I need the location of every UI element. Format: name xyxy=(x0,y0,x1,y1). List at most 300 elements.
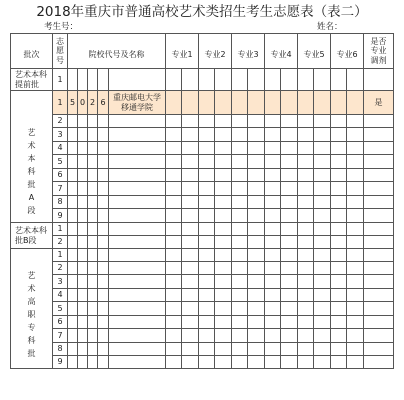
major-6-name-cell xyxy=(347,91,364,115)
school-code-digit xyxy=(98,155,109,169)
major-3-name-cell xyxy=(248,91,265,115)
major-4-name-cell xyxy=(281,356,298,369)
major-3-name-cell xyxy=(248,209,265,223)
major-2-name-cell xyxy=(215,196,232,209)
major-6-code-cell xyxy=(331,69,347,91)
school-code-digit xyxy=(98,169,109,182)
major-2-code-cell xyxy=(199,169,215,182)
school-name-cell xyxy=(109,115,166,128)
major-6-code-cell xyxy=(331,275,347,289)
table-row xyxy=(11,169,394,182)
table-row xyxy=(11,142,394,155)
school-code-digit xyxy=(78,275,88,289)
table-row xyxy=(11,302,394,316)
major-4-name-cell xyxy=(281,128,298,142)
major-4-code-cell xyxy=(265,91,281,115)
major-1-code-cell xyxy=(166,275,182,289)
school-name-cell xyxy=(109,262,166,275)
school-code-digit: 2 xyxy=(88,91,98,115)
choice-number: 2 xyxy=(53,115,68,128)
major-4-code-cell xyxy=(265,69,281,91)
major-5-name-cell xyxy=(314,262,331,275)
header-batch: 批次 xyxy=(11,34,53,69)
major-3-name-cell xyxy=(248,155,265,169)
major-5-name-cell xyxy=(314,196,331,209)
major-6-name-cell xyxy=(347,196,364,209)
school-code-digit xyxy=(68,115,78,128)
school-code-digit xyxy=(98,249,109,262)
major-2-code-cell xyxy=(199,223,215,236)
major-1-name-cell xyxy=(182,169,199,182)
major-6-name-cell xyxy=(347,275,364,289)
school-code-digit xyxy=(88,209,98,223)
major-2-code-cell xyxy=(199,343,215,356)
major-4-name-cell xyxy=(281,343,298,356)
major-1-name-cell xyxy=(182,128,199,142)
major-4-name-cell xyxy=(281,329,298,343)
header-major-6: 专业6 xyxy=(331,34,364,69)
choice-number: 6 xyxy=(53,169,68,182)
choice-number: 5 xyxy=(53,302,68,316)
major-3-code-cell xyxy=(232,169,248,182)
header-adjust xyxy=(364,34,394,69)
major-4-code-cell xyxy=(265,249,281,262)
school-code-digit xyxy=(78,209,88,223)
school-code-digit xyxy=(98,289,109,302)
major-6-name-cell xyxy=(347,316,364,329)
major-5-name-cell xyxy=(314,209,331,223)
major-2-name-cell xyxy=(215,128,232,142)
major-5-code-cell xyxy=(298,316,314,329)
major-adjust-cell xyxy=(364,356,394,369)
major-5-name-cell xyxy=(314,223,331,236)
major-2-name-cell xyxy=(215,329,232,343)
major-1-name-cell xyxy=(182,289,199,302)
school-name-cell xyxy=(109,155,166,169)
major-4-name-cell xyxy=(281,209,298,223)
major-3-name-cell xyxy=(248,128,265,142)
major-5-code-cell xyxy=(298,262,314,275)
major-3-name-cell xyxy=(248,142,265,155)
major-2-name-cell xyxy=(215,262,232,275)
major-5-code-cell xyxy=(298,182,314,196)
header-major-4: 专业4 xyxy=(265,34,298,69)
major-4-name-cell xyxy=(281,223,298,236)
major-3-code-cell xyxy=(232,91,248,115)
major-4-code-cell xyxy=(265,142,281,155)
major-1-name-cell xyxy=(182,142,199,155)
school-name-cell xyxy=(109,223,166,236)
school-code-digit xyxy=(98,128,109,142)
major-6-code-cell xyxy=(331,115,347,128)
school-code-digit xyxy=(98,316,109,329)
major-2-name-cell xyxy=(215,356,232,369)
major-6-code-cell xyxy=(331,128,347,142)
major-5-code-cell xyxy=(298,249,314,262)
major-adjust-cell xyxy=(364,142,394,155)
school-code-digit xyxy=(78,142,88,155)
major-adjust-cell xyxy=(364,115,394,128)
major-6-name-cell xyxy=(347,329,364,343)
major-6-name-cell xyxy=(347,155,364,169)
school-name-cell xyxy=(109,316,166,329)
school-code-digit: 0 xyxy=(78,91,88,115)
table-row xyxy=(11,356,394,369)
major-6-code-cell xyxy=(331,155,347,169)
major-5-code-cell xyxy=(298,302,314,316)
major-1-name-cell xyxy=(182,196,199,209)
major-1-code-cell xyxy=(166,289,182,302)
table-row xyxy=(11,196,394,209)
major-3-code-cell xyxy=(232,69,248,91)
major-4-name-cell xyxy=(281,236,298,249)
major-1-name-cell xyxy=(182,223,199,236)
header-choice-number xyxy=(53,34,68,69)
school-code-digit xyxy=(78,182,88,196)
table-row xyxy=(11,209,394,223)
school-name-cell xyxy=(109,128,166,142)
school-code-digit xyxy=(68,128,78,142)
major-adjust-cell xyxy=(364,169,394,182)
school-code-digit xyxy=(98,69,109,91)
major-4-code-cell xyxy=(265,343,281,356)
major-4-name-cell xyxy=(281,196,298,209)
major-1-code-cell xyxy=(166,69,182,91)
school-code-digit: 6 xyxy=(98,91,109,115)
major-5-name-cell xyxy=(314,115,331,128)
choice-number: 1 xyxy=(53,69,68,91)
major-4-code-cell xyxy=(265,196,281,209)
major-1-code-cell xyxy=(166,329,182,343)
major-3-name-cell xyxy=(248,275,265,289)
table-row xyxy=(11,182,394,196)
major-2-name-cell xyxy=(215,155,232,169)
school-code-digit xyxy=(78,249,88,262)
table-row xyxy=(11,275,394,289)
major-2-code-cell xyxy=(199,236,215,249)
major-5-code-cell xyxy=(298,69,314,91)
school-code-digit xyxy=(68,69,78,91)
school-code-digit xyxy=(88,196,98,209)
school-code-digit xyxy=(88,115,98,128)
major-2-name-cell xyxy=(215,182,232,196)
major-4-name-cell xyxy=(281,182,298,196)
major-1-name-cell xyxy=(182,262,199,275)
major-3-code-cell xyxy=(232,329,248,343)
school-name-cell xyxy=(109,302,166,316)
table-row xyxy=(11,249,394,262)
major-6-name-cell xyxy=(347,262,364,275)
major-1-code-cell xyxy=(166,356,182,369)
major-2-code-cell xyxy=(199,249,215,262)
major-adjust-cell xyxy=(364,236,394,249)
header-adjust-text: 是否专业调剂 xyxy=(370,36,387,65)
major-5-name-cell xyxy=(314,302,331,316)
major-4-name-cell xyxy=(281,115,298,128)
major-1-name-cell xyxy=(182,115,199,128)
major-1-code-cell xyxy=(166,316,182,329)
application-form-table xyxy=(10,33,394,369)
major-2-code-cell xyxy=(199,155,215,169)
major-2-code-cell xyxy=(199,356,215,369)
major-2-code-cell xyxy=(199,128,215,142)
school-code-digit xyxy=(88,169,98,182)
major-3-code-cell xyxy=(232,356,248,369)
major-2-name-cell xyxy=(215,343,232,356)
major-2-code-cell xyxy=(199,91,215,115)
major-adjust-cell xyxy=(364,262,394,275)
choice-number: 2 xyxy=(53,236,68,249)
major-6-code-cell xyxy=(331,356,347,369)
school-code-digit xyxy=(88,236,98,249)
school-code-digit xyxy=(98,196,109,209)
major-2-code-cell xyxy=(199,196,215,209)
major-6-name-cell xyxy=(347,343,364,356)
major-4-name-cell xyxy=(281,275,298,289)
school-code-digit xyxy=(68,155,78,169)
major-1-name-cell xyxy=(182,356,199,369)
school-name-cell xyxy=(109,343,166,356)
school-code-digit xyxy=(98,343,109,356)
major-adjust-cell xyxy=(364,128,394,142)
school-code-digit xyxy=(78,262,88,275)
school-name-cell xyxy=(109,329,166,343)
major-4-code-cell xyxy=(265,275,281,289)
table-row xyxy=(11,289,394,302)
major-4-name-cell xyxy=(281,155,298,169)
major-2-name-cell xyxy=(215,142,232,155)
major-6-code-cell xyxy=(331,329,347,343)
school-code-digit xyxy=(88,343,98,356)
school-code-digit xyxy=(68,142,78,155)
school-code-digit xyxy=(88,316,98,329)
school-code-digit xyxy=(88,155,98,169)
header-major-3: 专业3 xyxy=(232,34,265,69)
major-6-name-cell xyxy=(347,249,364,262)
major-4-name-cell xyxy=(281,262,298,275)
major-4-name-cell xyxy=(281,289,298,302)
major-1-code-cell xyxy=(166,249,182,262)
major-1-code-cell xyxy=(166,236,182,249)
table-row xyxy=(11,223,394,236)
major-2-code-cell xyxy=(199,142,215,155)
major-3-code-cell xyxy=(232,209,248,223)
school-code-digit xyxy=(88,182,98,196)
school-code-digit xyxy=(68,209,78,223)
school-code-digit xyxy=(98,356,109,369)
major-1-name-cell xyxy=(182,249,199,262)
school-code-digit xyxy=(78,316,88,329)
major-6-code-cell xyxy=(331,343,347,356)
school-name-cell xyxy=(109,91,166,115)
school-code-digit xyxy=(68,182,78,196)
school-code-digit xyxy=(98,209,109,223)
major-3-code-cell xyxy=(232,302,248,316)
major-4-name-cell xyxy=(281,69,298,91)
school-code-digit xyxy=(68,316,78,329)
major-3-name-cell xyxy=(248,316,265,329)
major-6-code-cell xyxy=(331,262,347,275)
major-4-code-cell xyxy=(265,209,281,223)
major-3-name-cell xyxy=(248,169,265,182)
school-name-cell xyxy=(109,182,166,196)
choice-number: 8 xyxy=(53,343,68,356)
school-name-cell xyxy=(109,69,166,91)
major-3-name-cell xyxy=(248,343,265,356)
major-6-name-cell xyxy=(347,223,364,236)
major-2-name-cell xyxy=(215,169,232,182)
header-major-5: 专业5 xyxy=(298,34,331,69)
school-code-digit xyxy=(98,223,109,236)
school-name-cell xyxy=(109,236,166,249)
major-adjust-cell xyxy=(364,249,394,262)
school-code-digit xyxy=(88,128,98,142)
major-1-name-cell xyxy=(182,329,199,343)
major-2-code-cell xyxy=(199,289,215,302)
school-code-digit xyxy=(88,142,98,155)
major-2-name-cell xyxy=(215,316,232,329)
major-adjust-cell xyxy=(364,69,394,91)
major-3-code-cell xyxy=(232,249,248,262)
major-1-code-cell xyxy=(166,343,182,356)
school-code-digit xyxy=(68,196,78,209)
major-4-code-cell xyxy=(265,236,281,249)
major-3-code-cell xyxy=(232,196,248,209)
major-3-code-cell xyxy=(232,142,248,155)
major-1-name-cell xyxy=(182,275,199,289)
major-5-code-cell xyxy=(298,289,314,302)
major-3-name-cell xyxy=(248,236,265,249)
major-1-name-cell xyxy=(182,69,199,91)
batch-label-cell xyxy=(11,91,53,223)
batch-label: 艺术高职专科批 xyxy=(27,271,36,358)
major-4-code-cell xyxy=(265,289,281,302)
school-code-digit xyxy=(88,69,98,91)
major-adjust-cell xyxy=(364,182,394,196)
school-code-digit xyxy=(68,356,78,369)
table-row xyxy=(11,316,394,329)
header-row xyxy=(11,34,394,69)
school-code-digit xyxy=(78,69,88,91)
choice-number: 4 xyxy=(53,142,68,155)
major-adjust-cell xyxy=(364,302,394,316)
school-code-digit xyxy=(88,329,98,343)
major-3-code-cell xyxy=(232,155,248,169)
major-1-code-cell xyxy=(166,142,182,155)
choice-number: 1 xyxy=(53,249,68,262)
choice-number: 5 xyxy=(53,155,68,169)
batch-label: 艺术本科批B段 xyxy=(15,225,47,245)
school-code-digit xyxy=(98,236,109,249)
table-row xyxy=(11,91,394,115)
major-5-name-cell xyxy=(314,236,331,249)
major-1-code-cell xyxy=(166,115,182,128)
major-5-name-cell xyxy=(314,142,331,155)
student-name-label: 姓名： xyxy=(317,22,343,32)
major-4-name-cell xyxy=(281,142,298,155)
major-4-code-cell xyxy=(265,169,281,182)
major-4-name-cell xyxy=(281,169,298,182)
school-code-digit xyxy=(78,343,88,356)
major-1-code-cell xyxy=(166,182,182,196)
major-6-code-cell xyxy=(331,196,347,209)
choice-number: 1 xyxy=(53,223,68,236)
major-3-name-cell xyxy=(248,249,265,262)
major-3-name-cell xyxy=(248,289,265,302)
table-row xyxy=(11,115,394,128)
major-5-name-cell xyxy=(314,356,331,369)
major-6-code-cell xyxy=(331,289,347,302)
school-code-digit xyxy=(88,275,98,289)
major-5-code-cell xyxy=(298,142,314,155)
choice-number: 9 xyxy=(53,356,68,369)
major-2-code-cell xyxy=(199,209,215,223)
choice-number: 6 xyxy=(53,316,68,329)
major-1-name-cell xyxy=(182,316,199,329)
batch-label: 艺术本科提前批 xyxy=(15,69,47,89)
major-2-code-cell xyxy=(199,302,215,316)
school-name-cell xyxy=(109,275,166,289)
school-code-digit xyxy=(98,182,109,196)
major-2-name-cell xyxy=(215,223,232,236)
major-1-name-cell xyxy=(182,209,199,223)
major-6-name-cell xyxy=(347,182,364,196)
major-5-code-cell xyxy=(298,356,314,369)
major-4-name-cell xyxy=(281,316,298,329)
major-5-code-cell xyxy=(298,196,314,209)
major-5-name-cell xyxy=(314,169,331,182)
school-name-cell xyxy=(109,169,166,182)
school-code-digit xyxy=(78,196,88,209)
major-adjust-cell xyxy=(364,155,394,169)
major-1-name-cell xyxy=(182,155,199,169)
major-2-code-cell xyxy=(199,182,215,196)
school-name-cell xyxy=(109,196,166,209)
major-adjust-cell xyxy=(364,209,394,223)
major-3-name-cell xyxy=(248,115,265,128)
choice-number: 8 xyxy=(53,196,68,209)
major-3-code-cell xyxy=(232,115,248,128)
major-3-name-cell xyxy=(248,223,265,236)
choice-number: 7 xyxy=(53,182,68,196)
table-row xyxy=(11,329,394,343)
major-6-name-cell xyxy=(347,142,364,155)
header-choice-number-text: 志愿号 xyxy=(56,36,64,65)
school-code-digit xyxy=(78,289,88,302)
major-6-name-cell xyxy=(347,209,364,223)
major-4-name-cell xyxy=(281,91,298,115)
batch-label-cell xyxy=(11,223,53,249)
school-code-digit xyxy=(68,223,78,236)
major-3-name-cell xyxy=(248,262,265,275)
major-1-code-cell xyxy=(166,128,182,142)
exam-number-label: 考生号： xyxy=(44,22,79,32)
major-1-code-cell xyxy=(166,155,182,169)
school-code-digit xyxy=(78,169,88,182)
major-6-name-cell xyxy=(347,169,364,182)
major-2-name-cell xyxy=(215,236,232,249)
major-2-code-cell xyxy=(199,262,215,275)
school-name-cell xyxy=(109,249,166,262)
major-3-code-cell xyxy=(232,275,248,289)
major-3-code-cell xyxy=(232,223,248,236)
major-5-code-cell xyxy=(298,169,314,182)
school-code-digit xyxy=(88,289,98,302)
school-code-digit xyxy=(68,169,78,182)
major-adjust-cell xyxy=(364,316,394,329)
major-5-name-cell xyxy=(314,155,331,169)
major-5-name-cell xyxy=(314,128,331,142)
